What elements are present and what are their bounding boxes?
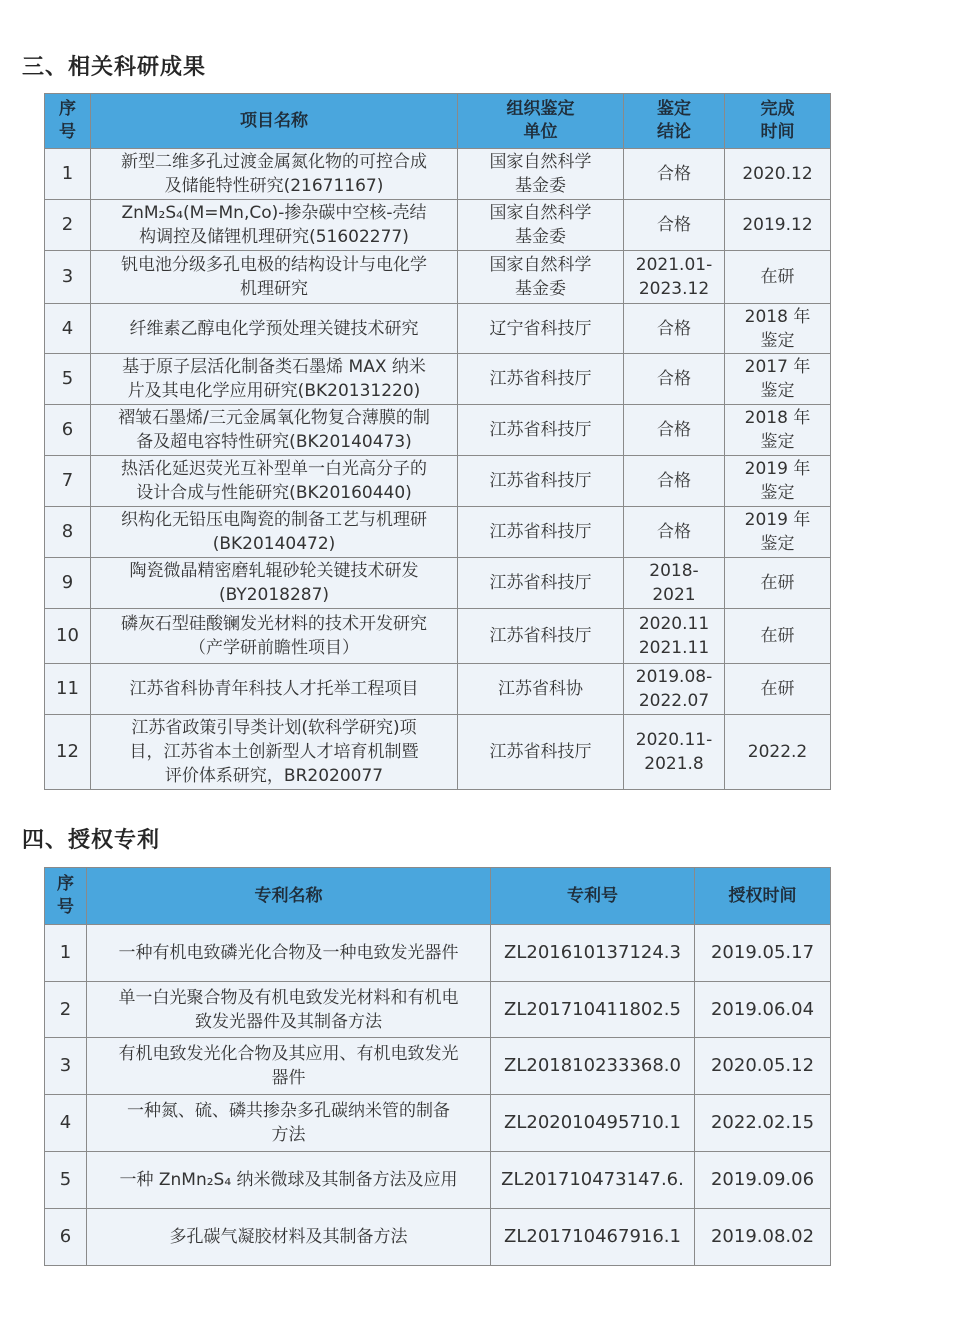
- project-name-cell: [91, 609, 458, 664]
- patent-name-line: 致发光器件及其制备方法: [195, 1011, 382, 1032]
- completion-time-cell: [725, 354, 831, 405]
- project-name-cell-line: 磷灰石型硅酸镧发光材料的技术开发研究: [121, 614, 427, 634]
- org-cell: [458, 507, 624, 558]
- research-results-body: [45, 149, 831, 790]
- row-number: 10: [45, 609, 91, 664]
- project-name-cell-line: 钒电池分级多孔电极的结构设计与电化学: [121, 255, 427, 275]
- completion-time-cell-line: 2017 年: [744, 357, 811, 377]
- patent-name-line: 器件: [271, 1068, 306, 1088]
- org-cell-line: 江苏省科技厅: [489, 626, 592, 646]
- org-cell: [458, 664, 624, 715]
- table-row: [45, 1095, 831, 1152]
- patent-name-line: 一种有机电致磷光化合物及一种电致发光器件: [118, 943, 459, 963]
- completion-time-cell-line: 在研: [760, 679, 795, 699]
- org-cell-line: 江苏省科技厅: [489, 573, 592, 593]
- grant-date-cell: 2020.05.12: [695, 1038, 831, 1095]
- header-no: 序 号: [45, 94, 91, 149]
- conclusion-cell-line: 2020.11: [638, 614, 710, 634]
- table-header-row: [45, 868, 831, 925]
- patents-table: [44, 867, 831, 1266]
- org-cell-line: 江苏省科技厅: [489, 471, 592, 491]
- row-number: 4: [45, 304, 91, 354]
- row-number: 2: [45, 200, 91, 251]
- conclusion-cell-line: 合格: [657, 215, 691, 235]
- project-name-cell-line: 设计合成与性能研究(BK20160440): [136, 483, 412, 503]
- patent-name-cell: [87, 1152, 491, 1209]
- row-number: 1: [45, 149, 91, 200]
- patent-name-line: 一种 ZnMn₂S₄ 纳米微球及其制备方法及应用: [119, 1170, 458, 1190]
- org-cell-line: 江苏省科技厅: [489, 369, 592, 389]
- project-name-cell-line: 片及其电化学应用研究(BK20131220): [127, 381, 421, 401]
- completion-time-cell: [725, 405, 831, 456]
- conclusion-cell: [624, 715, 725, 790]
- project-name-cell-line: 评价体系研究，BR2020077: [164, 766, 384, 786]
- patent-name-cell: [87, 1209, 491, 1266]
- completion-time-cell-line: 鉴定: [760, 381, 795, 401]
- org-cell-line: 基金委: [515, 279, 566, 299]
- patent-number-cell: ZL201710473147.6.: [491, 1152, 695, 1209]
- patent-number-cell: ZL201710467916.1: [491, 1209, 695, 1266]
- row-number: 7: [45, 456, 91, 507]
- org-cell: [458, 405, 624, 456]
- completion-time-cell: [725, 251, 831, 304]
- table-row: [45, 664, 831, 715]
- completion-time-cell-line: 2020.12: [742, 164, 813, 184]
- conclusion-cell: [624, 507, 725, 558]
- section-title-patents: 四、授权专利: [22, 828, 161, 853]
- patent-number-cell: ZL201710411802.5: [491, 982, 695, 1038]
- completion-time-cell: [725, 664, 831, 715]
- project-name-cell-line: 褶皱石墨烯/三元金属氧化物复合薄膜的制: [118, 408, 430, 428]
- conclusion-cell: [624, 558, 725, 609]
- patent-name-cell: [87, 982, 491, 1038]
- org-cell: [458, 354, 624, 405]
- patent-name-cell: [87, 925, 491, 982]
- project-name-cell-line: 江苏省科协青年科技人才托举工程项目: [129, 679, 419, 699]
- org-cell: [458, 558, 624, 609]
- completion-time-cell: [725, 200, 831, 251]
- row-number: 8: [45, 507, 91, 558]
- row-number: 5: [45, 1152, 87, 1209]
- conclusion-cell-line: 合格: [657, 471, 691, 491]
- org-cell-line: 江苏省科技厅: [489, 420, 592, 440]
- project-name-cell-line: 备及超电容特性研究(BK20140473): [136, 432, 412, 452]
- conclusion-cell-line: 合格: [657, 164, 691, 184]
- table-row: [45, 354, 831, 405]
- patent-name-line: 有机电致发光化合物及其应用、有机电致发光: [118, 1044, 459, 1064]
- completion-time-cell-line: 在研: [760, 267, 795, 287]
- patent-name-line: 方法: [271, 1125, 306, 1145]
- project-name-cell-line: （产学研前瞻性项目）: [189, 638, 359, 658]
- conclusion-cell-line: 2021.11: [638, 638, 710, 658]
- conclusion-cell-line: 2021: [652, 585, 696, 605]
- header-grant-date: 授权时间: [695, 868, 831, 925]
- table-row: [45, 925, 831, 982]
- project-name-cell: [91, 456, 458, 507]
- conclusion-cell-line: 合格: [657, 420, 691, 440]
- section-title-research-results: 三、相关科研成果: [22, 55, 207, 80]
- row-number: 2: [45, 982, 87, 1038]
- grant-date-cell: 2019.05.17: [695, 925, 831, 982]
- row-number: 6: [45, 1209, 87, 1266]
- project-name-cell-line: 陶瓷微晶精密磨轧辊砂轮关键技术研发: [129, 561, 419, 581]
- header-patent-number: 专利号: [491, 868, 695, 925]
- project-name-cell-line: 机理研究: [240, 279, 308, 299]
- project-name-cell-line: (BY2018287): [218, 585, 330, 605]
- grant-date-cell: 2019.06.04: [695, 982, 831, 1038]
- project-name-cell-line: 基于原子层活化制备类石墨烯 MAX 纳米: [122, 357, 426, 377]
- conclusion-cell: [624, 354, 725, 405]
- table-header-row: [45, 94, 831, 149]
- org-cell: [458, 304, 624, 354]
- project-name-cell-line: 热活化延迟荧光互补型单一白光高分子的: [121, 459, 427, 479]
- completion-time-cell: [725, 558, 831, 609]
- row-number: 3: [45, 251, 91, 304]
- table-row: [45, 149, 831, 200]
- completion-time-cell-line: 2019 年: [744, 459, 811, 479]
- project-name-cell-line: 目，江苏省本土创新型人才培育机制暨: [129, 742, 419, 762]
- org-cell: [458, 149, 624, 200]
- row-number: 5: [45, 354, 91, 405]
- table-row: [45, 456, 831, 507]
- project-name-cell: [91, 715, 458, 790]
- project-name-cell: [91, 558, 458, 609]
- project-name-cell-line: 纤维素乙醇电化学预处理关键技术研究: [129, 318, 419, 339]
- table-row: [45, 1038, 831, 1095]
- grant-date-cell: 2019.09.06: [695, 1152, 831, 1209]
- org-cell: [458, 715, 624, 790]
- header-patent-name: 专利名称: [87, 868, 491, 925]
- org-cell: [458, 456, 624, 507]
- conclusion-cell-line: 2020.11-: [635, 730, 713, 750]
- grant-date-cell: 2022.02.15: [695, 1095, 831, 1152]
- project-name-cell: [91, 304, 458, 354]
- table-row: [45, 200, 831, 251]
- project-name-cell: [91, 405, 458, 456]
- row-number: 4: [45, 1095, 87, 1152]
- completion-time-cell: [725, 715, 831, 790]
- org-cell-line: 国家自然科学: [489, 255, 592, 275]
- patent-number-cell: ZL202010495710.1: [491, 1095, 695, 1152]
- research-results-table: [44, 93, 831, 790]
- project-name-cell: [91, 354, 458, 405]
- patent-name-line: 一种氮、硫、磷共掺杂多孔碳纳米管的制备: [127, 1101, 450, 1121]
- project-name-cell: [91, 251, 458, 304]
- conclusion-cell: [624, 664, 725, 715]
- project-name-cell-line: 构调控及储锂机理研究(51602277): [139, 227, 409, 247]
- project-name-cell-line: 及储能特性研究(21671167): [164, 176, 384, 196]
- table-row: [45, 405, 831, 456]
- table-row: [45, 558, 831, 609]
- completion-time-cell-line: 2022.2: [747, 742, 808, 762]
- row-number: 6: [45, 405, 91, 456]
- org-cell-line: 基金委: [515, 227, 566, 247]
- org-cell-line: 辽宁省科技厅: [489, 318, 592, 339]
- patents-body: [45, 925, 831, 1266]
- header-conclusion: 鉴定 结论: [624, 94, 725, 149]
- conclusion-cell-line: 合格: [657, 522, 691, 542]
- patent-number-cell: ZL201610137124.3: [491, 925, 695, 982]
- table-row: [45, 609, 831, 664]
- org-cell-line: 基金委: [515, 176, 566, 196]
- row-number: 11: [45, 664, 91, 715]
- org-cell: [458, 609, 624, 664]
- completion-time-cell-line: 鉴定: [760, 483, 795, 503]
- patent-name-line: 多孔碳气凝胶材料及其制备方法: [169, 1227, 408, 1247]
- completion-time-cell-line: 鉴定: [760, 534, 795, 554]
- project-name-cell-line: (BK20140472): [212, 534, 336, 554]
- table-row: [45, 715, 831, 790]
- conclusion-cell-line: 2019.08-: [635, 667, 713, 687]
- table-row: [45, 1152, 831, 1209]
- patent-number-cell: ZL201810233368.0: [491, 1038, 695, 1095]
- completion-time-cell-line: 在研: [760, 573, 795, 593]
- conclusion-cell-line: 合格: [657, 318, 691, 339]
- project-name-cell-line: 江苏省政策引导类计划(软科学研究)项: [131, 718, 417, 738]
- completion-time-cell: [725, 507, 831, 558]
- header-no: 序 号: [45, 868, 87, 925]
- org-cell: [458, 251, 624, 304]
- conclusion-cell: [624, 251, 725, 304]
- project-name-cell-line: ZnM₂S₄(M=Mn,Co)-掺杂碳中空核-壳结: [121, 203, 427, 223]
- conclusion-cell: [624, 304, 725, 354]
- project-name-cell: [91, 200, 458, 251]
- project-name-cell-line: 新型二维多孔过渡金属氮化物的可控合成: [121, 152, 427, 172]
- completion-time-cell: [725, 304, 831, 354]
- completion-time-cell: [725, 609, 831, 664]
- org-cell-line: 江苏省科技厅: [489, 522, 592, 542]
- conclusion-cell-line: 2023.12: [638, 279, 710, 299]
- patent-name-cell: [87, 1095, 491, 1152]
- project-name-cell: [91, 664, 458, 715]
- conclusion-cell-line: 合格: [657, 369, 691, 389]
- completion-time-cell-line: 2018 年: [744, 306, 811, 327]
- project-name-cell-line: 织构化无铅压电陶瓷的制备工艺与机理研: [121, 510, 427, 530]
- completion-time-cell-line: 鉴定: [760, 330, 795, 351]
- conclusion-cell: [624, 456, 725, 507]
- org-cell-line: 国家自然科学: [489, 203, 592, 223]
- conclusion-cell-line: 2021.8: [644, 754, 704, 774]
- org-cell-line: 国家自然科学: [489, 152, 592, 172]
- completion-time-cell-line: 在研: [760, 626, 795, 646]
- conclusion-cell: [624, 149, 725, 200]
- header-completion-time: 完成 时间: [725, 94, 831, 149]
- patent-name-line: 单一白光聚合物及有机电致发光材料和有机电: [118, 987, 459, 1008]
- completion-time-cell-line: 2019 年: [744, 510, 811, 530]
- conclusion-cell-line: 2018-: [649, 561, 699, 581]
- row-number: 1: [45, 925, 87, 982]
- table-row: [45, 1209, 831, 1266]
- table-row: [45, 251, 831, 304]
- patent-name-cell: [87, 1038, 491, 1095]
- project-name-cell: [91, 507, 458, 558]
- org-cell-line: 江苏省科协: [498, 679, 583, 699]
- conclusion-cell: [624, 405, 725, 456]
- completion-time-cell: [725, 456, 831, 507]
- completion-time-cell-line: 鉴定: [760, 432, 795, 452]
- grant-date-cell: 2019.08.02: [695, 1209, 831, 1266]
- row-number: 12: [45, 715, 91, 790]
- conclusion-cell: [624, 200, 725, 251]
- completion-time-cell-line: 2019.12: [742, 215, 813, 235]
- header-project-name: 项目名称: [91, 94, 458, 149]
- row-number: 3: [45, 1038, 87, 1095]
- table-row: [45, 304, 831, 354]
- row-number: 9: [45, 558, 91, 609]
- table-row: [45, 982, 831, 1038]
- header-org: 组织鉴定 单位: [458, 94, 624, 149]
- completion-time-cell: [725, 149, 831, 200]
- conclusion-cell: [624, 609, 725, 664]
- conclusion-cell-line: 2021.01-: [635, 255, 713, 275]
- completion-time-cell-line: 2018 年: [744, 408, 811, 428]
- conclusion-cell-line: 2022.07: [638, 691, 710, 711]
- project-name-cell: [91, 149, 458, 200]
- table-row: [45, 507, 831, 558]
- org-cell: [458, 200, 624, 251]
- org-cell-line: 江苏省科技厅: [489, 742, 592, 762]
